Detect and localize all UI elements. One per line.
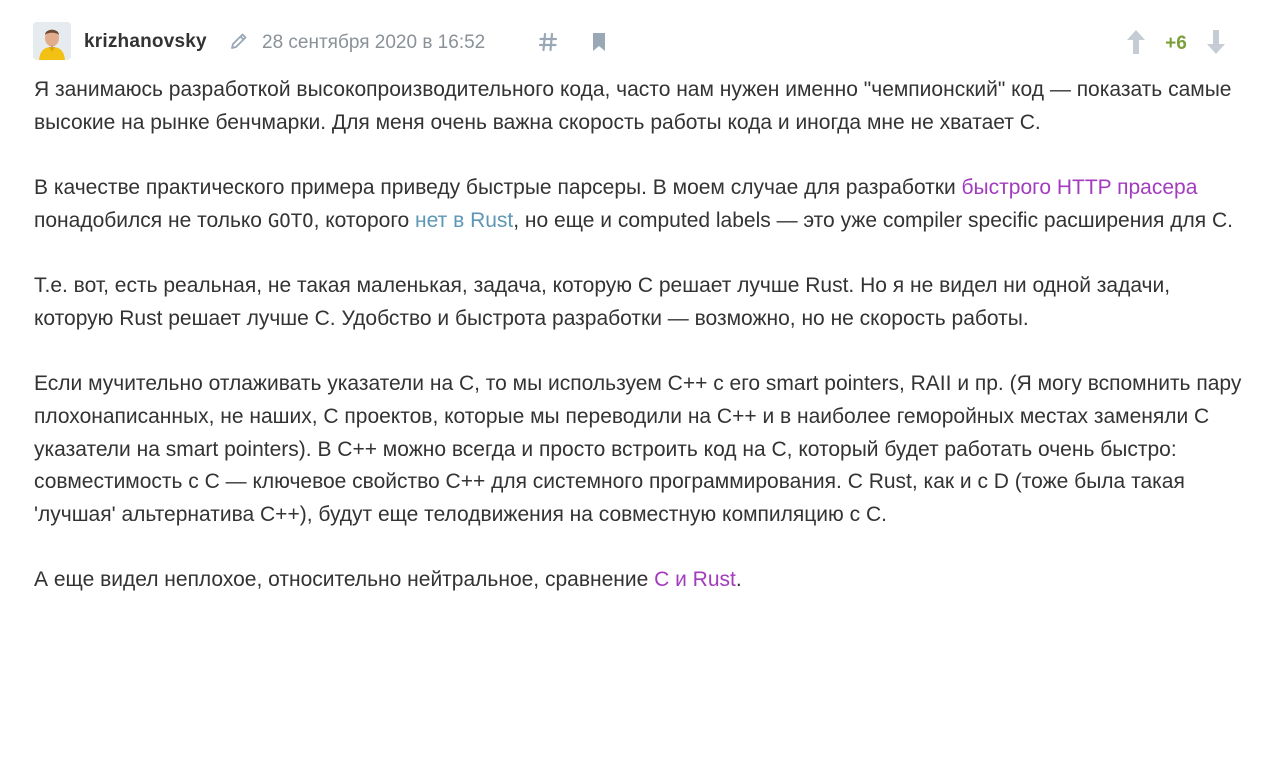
paragraph-2-text-2: понадобился не только — [34, 208, 268, 232]
arrow-down-icon[interactable] — [1204, 27, 1228, 57]
paragraph-5 — [34, 564, 1244, 597]
paragraph-2-text-4: , но еще и computed labels — это уже compiler specific расширения для С. — [513, 208, 1233, 232]
comment-header — [33, 22, 1260, 64]
paragraph-4: Если мучительно отлаживать указатели на С, то мы используем С++ с его smart pointers, RAII и пр. (Я могу вспомнить пару плохонаписанных, не наших, С проектов, которые мы переводили на С++ и в наиболее геморойных местах заменяли С указатели на smart pointers). В С++ можно всегда и просто встроить код на С, который будет работать очень быстро: совместимость с С — ключевое свойство С++ для системного программирования. С Rust, как и с D (тоже была такая 'лучшая' альтернатива С++), будут еще телодвижения на совместную компиляцию с С. — [34, 372, 1242, 527]
avatar[interactable] — [33, 22, 71, 60]
author-username[interactable]: krizhanovsky — [84, 31, 207, 52]
comment-timestamp[interactable]: 28 сентября 2020 в 16:52 — [262, 32, 486, 53]
paragraph-1: Я занимаюсь разработкой высокопроизводительного кода, часто нам нужен именно "чемпионский" код — показать самые высокие на рынке бенчмарки. Для меня очень важна скорость работы кода и иногда мне не хватает С. — [34, 78, 1232, 134]
no-goto-in-rust-link[interactable]: нет в Rust — [415, 208, 514, 232]
paragraph-2 — [34, 172, 1244, 237]
comment-body — [34, 74, 1244, 630]
goto-code: GOTO — [267, 209, 314, 232]
paragraph-5-text-1: А еще видел неплохое, относительно нейтральное, сравнение — [34, 568, 655, 592]
c-and-rust-link[interactable]: C и Rust — [654, 568, 736, 592]
edit-icon[interactable] — [229, 31, 249, 51]
comment-score: +6 — [1165, 33, 1187, 54]
paragraph-2-text-3: , которого — [313, 208, 416, 232]
vote-controls — [1110, 22, 1240, 62]
fast-http-parser-link[interactable]: быстрого HTTP прасера — [961, 176, 1198, 200]
paragraph-2-text-1: В качестве практического примера приведу быстрые парсеры. В моем случае для разработки — [34, 176, 962, 200]
arrow-up-icon[interactable] — [1124, 27, 1148, 57]
paragraph-5-text-2: . — [735, 568, 742, 592]
bookmark-icon[interactable] — [591, 31, 607, 53]
paragraph-3: Т.е. вот, есть реальная, не такая маленькая, задача, которую С решает лучше Rust. Но я не видел ни одной задачи, которую Rust решает лучше С. Удобство и быстрота разработки — возможно, но не скорость работы. — [34, 274, 1171, 330]
hash-icon[interactable] — [537, 31, 559, 53]
